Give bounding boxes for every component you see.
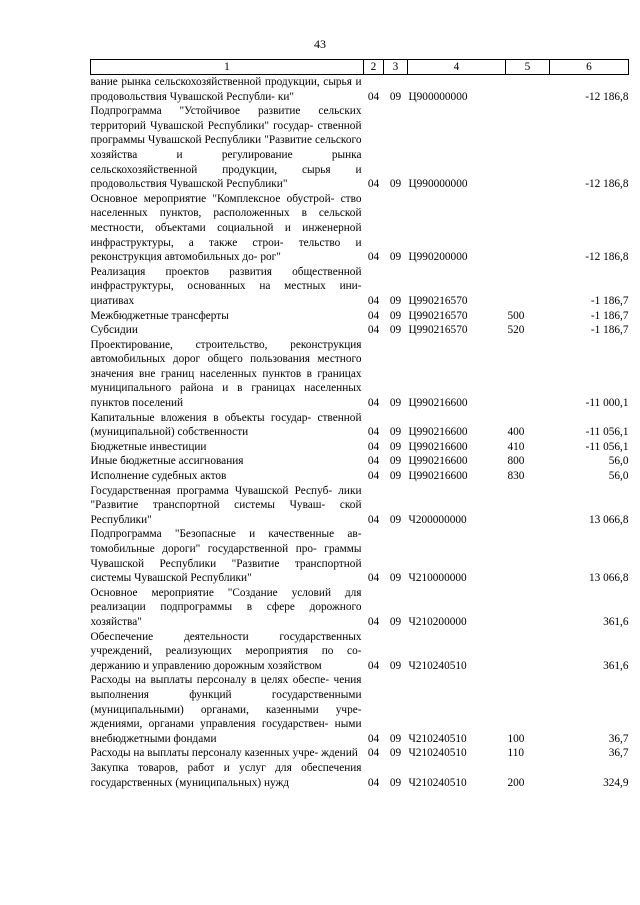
row-name: Подпрограмма "Устойчивое развитие сельских территорий Чувашской Республики" государ- ственной программы Чувашской Республики "Развитие сельского хозяйства и регулирование рынка сельскохозяйственной продукции, сырья и продовольствия Чувашской Республики" xyxy=(90,105,362,191)
row-target-article: Ч200000000 xyxy=(408,513,467,526)
table-row xyxy=(91,469,629,484)
row-amount: 56,0 xyxy=(608,455,629,468)
row-expense-type xyxy=(506,265,550,309)
row-section: 04 xyxy=(367,294,380,307)
row-expense-type: 200 xyxy=(507,776,525,789)
row-section: 04 xyxy=(367,615,380,628)
table-row xyxy=(91,75,629,105)
row-target-article: Ч210240510 xyxy=(408,776,467,789)
row-expense-type: 110 xyxy=(507,747,525,760)
row-amount: -11 000,1 xyxy=(585,397,629,410)
row-amount: -1 186,7 xyxy=(590,309,629,322)
row-subsection: 09 xyxy=(389,309,402,322)
row-section: 04 xyxy=(367,659,380,672)
row-subsection: 09 xyxy=(389,776,402,789)
row-target-article: Ц990216600 xyxy=(408,470,468,483)
row-target-article: Ц990216600 xyxy=(408,426,468,439)
row-subsection: 09 xyxy=(389,440,402,453)
row-name: Обеспечение деятельности государственных учреждений, реализующих мероприятия по со- держанию и управлению дорожным хозяйством xyxy=(90,630,362,672)
table-row xyxy=(91,411,629,440)
table-row xyxy=(91,527,629,585)
row-expense-type: 830 xyxy=(507,470,525,483)
row-expense-type xyxy=(506,484,550,528)
row-amount: 13 066,8 xyxy=(588,513,629,526)
row-name: Межбюджетные трансферты xyxy=(90,309,229,322)
row-section: 04 xyxy=(367,397,380,410)
header-col-1: 1 xyxy=(91,60,364,75)
table-row xyxy=(91,440,629,455)
row-section: 04 xyxy=(367,572,380,585)
row-expense-type: 100 xyxy=(507,732,525,745)
row-expense-type xyxy=(506,630,550,674)
row-expense-type: 410 xyxy=(507,440,525,453)
row-section: 04 xyxy=(367,513,380,526)
row-name: Закупка товаров, работ и услуг для обеспечения государственных (муниципальных) нужд xyxy=(90,761,362,789)
row-expense-type xyxy=(506,104,550,192)
row-name: Бюджетные инвестиции xyxy=(90,440,207,453)
row-name: Расходы на выплаты персоналу в целях обеспе- чения выполнения функций государственными (муниципальными) органами, казенными учре- ждениями, органами управления государствен- ными внебюджетными фондами xyxy=(90,674,362,745)
table-header-row xyxy=(91,60,629,75)
row-name: Государственная программа Чувашской Респуб- лики "Развитие транспортной системы Чуваш- ской Республики" xyxy=(90,484,362,526)
table-row xyxy=(91,338,629,411)
row-expense-type xyxy=(506,527,550,585)
row-subsection: 09 xyxy=(389,426,402,439)
table-row xyxy=(91,761,629,790)
row-target-article: Ч210240510 xyxy=(408,747,467,760)
table-row xyxy=(91,323,629,338)
table-row xyxy=(91,309,629,324)
header-col-2: 2 xyxy=(364,60,384,75)
row-target-article: Ц990000000 xyxy=(408,178,468,191)
row-target-article: Ц990216570 xyxy=(408,324,468,337)
row-amount: -11 056,1 xyxy=(585,426,629,439)
row-name: Основное мероприятие "Создание условий для реализации подпрограммы в сфере дорожного хозяйства" xyxy=(90,586,362,628)
row-section: 04 xyxy=(367,426,380,439)
budget-table xyxy=(90,59,629,790)
row-expense-type: 500 xyxy=(507,309,525,322)
row-section: 04 xyxy=(367,251,380,264)
row-name: Капитальные вложения в объекты государ- ственной (муниципальной) собственности xyxy=(90,411,362,439)
row-amount: 56,0 xyxy=(608,470,629,483)
row-target-article: Ц990200000 xyxy=(408,251,468,264)
row-subsection: 09 xyxy=(389,397,402,410)
table-row xyxy=(91,630,629,674)
row-amount: -12 186,8 xyxy=(585,90,629,103)
row-name: Реализация проектов развития общественной инфраструктуры, основанных на местных ини- циативах xyxy=(90,265,362,307)
header-col-6: 6 xyxy=(550,60,629,75)
row-expense-type: 800 xyxy=(507,455,525,468)
row-name: Основное мероприятие "Комплексное обустрой- ство населенных пунктов, расположенных в сельской местности, объектами социальной и инженерной инфраструктуры, а также строи- тельство и реконструкция автомобильных до- рог" xyxy=(90,192,362,264)
row-section: 04 xyxy=(367,732,380,745)
header-col-3: 3 xyxy=(384,60,408,75)
row-expense-type xyxy=(506,338,550,411)
row-subsection: 09 xyxy=(389,615,402,628)
row-subsection: 09 xyxy=(389,747,402,760)
row-expense-type xyxy=(506,75,550,105)
row-amount: 13 066,8 xyxy=(588,572,629,585)
row-subsection: 09 xyxy=(389,294,402,307)
row-section: 04 xyxy=(367,178,380,191)
row-target-article: Ц990216600 xyxy=(408,440,468,453)
row-name: вание рынка сельскохозяйственной продукции, сырья и продовольствия Чувашской Республи- ки" xyxy=(90,76,362,103)
row-subsection: 09 xyxy=(389,251,402,264)
row-section: 04 xyxy=(367,747,380,760)
table-row xyxy=(91,484,629,528)
row-target-article: Ч210200000 xyxy=(408,615,467,628)
row-name: Подпрограмма "Безопасные и качественные ав- томобильные дороги" государственной про- граммы Чувашской Республики "Развитие транспортной системы Чувашской Республики" xyxy=(90,528,362,585)
row-target-article: Ч210240510 xyxy=(408,732,467,745)
row-amount: -12 186,8 xyxy=(585,178,629,191)
row-amount: -1 186,7 xyxy=(590,324,629,337)
header-col-4: 4 xyxy=(408,60,506,75)
row-section: 04 xyxy=(367,90,380,103)
row-amount: 36,7 xyxy=(608,747,629,760)
page-number: 43 xyxy=(314,37,326,51)
table-row xyxy=(91,746,629,761)
row-amount: 36,7 xyxy=(608,732,629,745)
table-row xyxy=(91,192,629,265)
row-target-article: Ц900000000 xyxy=(408,90,468,103)
table-row xyxy=(91,673,629,746)
row-expense-type: 400 xyxy=(507,426,525,439)
row-target-article: Ц990216570 xyxy=(408,309,468,322)
row-name: Проектирование, строительство, реконструкция автомобильных дорог общего пользования местного значения вне границ населенных пунктов в границах муниципального района и в границах населенных пунктов поселений xyxy=(90,338,362,410)
table-row xyxy=(91,454,629,469)
row-section: 04 xyxy=(367,440,380,453)
row-subsection: 09 xyxy=(389,455,402,468)
row-name: Исполнение судебных актов xyxy=(90,470,227,483)
row-subsection: 09 xyxy=(389,659,402,672)
row-name: Иные бюджетные ассигнования xyxy=(90,455,244,468)
row-target-article: Ц990216600 xyxy=(408,455,468,468)
row-expense-type xyxy=(506,586,550,630)
row-subsection: 09 xyxy=(389,178,402,191)
table-row xyxy=(91,104,629,192)
row-section: 04 xyxy=(367,455,380,468)
row-section: 04 xyxy=(367,776,380,789)
row-subsection: 09 xyxy=(389,470,402,483)
row-expense-type: 520 xyxy=(507,324,525,337)
row-expense-type xyxy=(506,192,550,265)
table-row xyxy=(91,586,629,630)
row-amount: 361,6 xyxy=(603,615,629,628)
row-target-article: Ч210000000 xyxy=(408,572,467,585)
row-name: Расходы на выплаты персоналу казенных учре- ждений xyxy=(90,747,358,760)
row-section: 04 xyxy=(367,324,380,337)
row-amount: 361,6 xyxy=(603,659,629,672)
row-target-article: Ц990216600 xyxy=(408,397,468,410)
row-subsection: 09 xyxy=(389,513,402,526)
row-target-article: Ц990216570 xyxy=(408,294,468,307)
row-subsection: 09 xyxy=(389,90,402,103)
row-section: 04 xyxy=(367,309,380,322)
row-amount: -11 056,1 xyxy=(585,440,629,453)
row-subsection: 09 xyxy=(389,324,402,337)
row-subsection: 09 xyxy=(389,732,402,745)
table-row xyxy=(91,265,629,309)
row-name: Субсидии xyxy=(90,324,138,337)
row-amount: -12 186,8 xyxy=(585,251,629,264)
row-target-article: Ч210240510 xyxy=(408,659,467,672)
table-body xyxy=(91,75,629,791)
header-col-5: 5 xyxy=(506,60,550,75)
row-subsection: 09 xyxy=(389,572,402,585)
row-amount: 324,9 xyxy=(603,776,629,789)
row-section: 04 xyxy=(367,470,380,483)
row-amount: -1 186,7 xyxy=(590,294,629,307)
